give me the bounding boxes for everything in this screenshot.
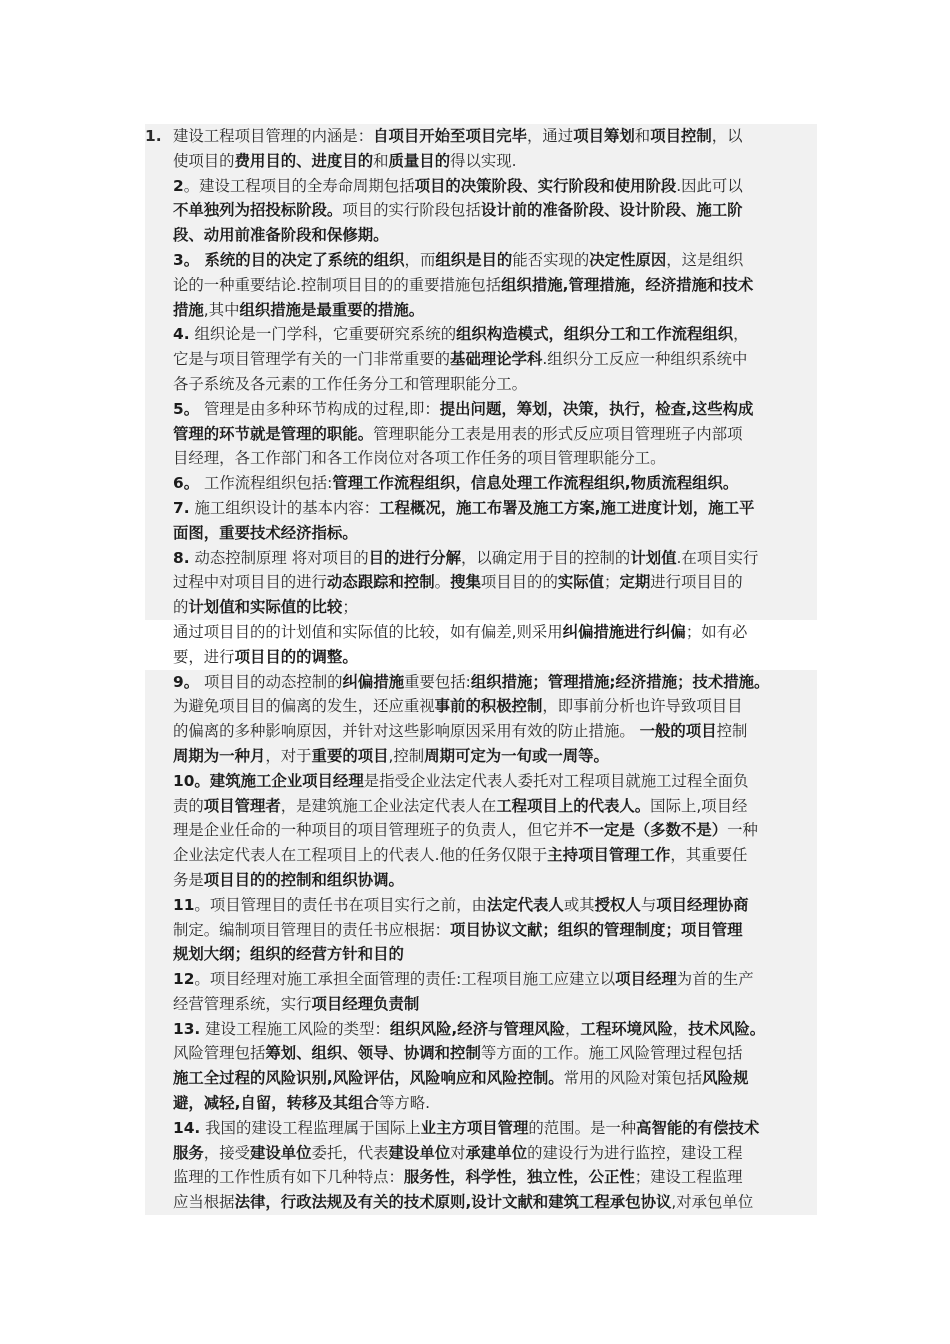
- bold-text: 项目管理者: [203, 796, 281, 815]
- bold-text: 设计前的准备阶段、设计阶段、施工阶: [480, 201, 743, 220]
- bold-text: 风险规: [702, 1069, 749, 1088]
- paragraph-item: [145, 1017, 817, 1116]
- paragraph-item: [145, 471, 817, 496]
- bold-text: 动态跟踪和控制: [326, 573, 435, 592]
- bold-text: 不一定是（多数不是）: [573, 821, 728, 840]
- text-line: [145, 322, 817, 347]
- text-line: [145, 1017, 817, 1042]
- text-line: [145, 422, 817, 447]
- text-line: [145, 570, 817, 595]
- bold-text: 周期可定为一旬或一周等。: [424, 746, 609, 765]
- text-line: [145, 1041, 817, 1066]
- bold-text: 4.: [173, 325, 190, 344]
- text-line: [145, 769, 817, 794]
- bold-text: 规划大纲；组织的经营方针和目的: [173, 945, 404, 964]
- text-run: 制定。编制项目管理目的责任书应根据：: [173, 920, 451, 939]
- text-run: 组织论是一门学科，它重要研究系统的: [189, 325, 457, 344]
- bold-text: 5。: [173, 399, 200, 418]
- text-run: ，即事前分析也许导致项目目: [542, 697, 743, 716]
- bold-text: 高智能的有偿技术: [636, 1118, 760, 1137]
- text-run: 企业法定代表人在工程项目上的代表人.他的任务仅限于: [173, 846, 548, 865]
- bold-text: 11: [173, 895, 195, 914]
- text-run: 国际上,项目经: [650, 796, 748, 815]
- bold-text: 建设单位: [388, 1143, 451, 1162]
- text-line: [145, 546, 817, 571]
- text-line: [145, 744, 817, 769]
- text-line: [145, 595, 817, 620]
- paragraph-item: [145, 322, 817, 396]
- text-run: ，以确定用于目的控制的: [461, 548, 631, 567]
- bold-text: 承建单位: [465, 1143, 528, 1162]
- text-run: 和: [373, 151, 389, 170]
- paragraph-item: [145, 893, 817, 967]
- bold-text: 组织是目的: [435, 250, 513, 269]
- paragraph-item: [145, 769, 817, 893]
- bold-text: 3。 系统的目的决定了系统的组织: [173, 250, 405, 269]
- bold-text: 2: [173, 176, 184, 195]
- text-run: .在项目实行: [676, 548, 759, 567]
- text-line: [145, 918, 817, 943]
- text-run: 项目目的的: [480, 573, 558, 592]
- paragraph-item: [145, 546, 817, 620]
- text-line: [145, 794, 817, 819]
- text-run: ,控制: [388, 746, 425, 765]
- bold-text: 法律，行政法规及有关的技术原则,设计文献和建筑工程承包协议: [234, 1193, 672, 1212]
- bold-text: 服务: [173, 1143, 204, 1162]
- text-line: [145, 893, 817, 918]
- text-run: 常用的风险对策包括: [563, 1069, 703, 1088]
- text-line: [145, 198, 817, 223]
- text-run: 与: [640, 895, 657, 914]
- text-run: 的范围。是一种: [528, 1118, 637, 1137]
- bold-text: 项目协议文献；组织的管理制度；项目管理: [450, 920, 743, 939]
- bold-text: 14.: [173, 1118, 201, 1137]
- text-run: ；: [604, 573, 620, 592]
- text-line: [145, 273, 817, 298]
- text-run: ，是建筑施工企业法定代表人在: [280, 796, 497, 815]
- bold-text: 组织措施,管理措施，经济措施和技术: [501, 275, 754, 294]
- text-run: 重要包括:: [404, 672, 471, 691]
- bold-text: 项目目的的控制和组织协调。: [203, 870, 404, 889]
- bold-text: 项目的决策阶段、实行阶段和使用阶段: [414, 176, 677, 195]
- text-run: .因此可以: [676, 176, 743, 195]
- text-run: ，这是组织: [666, 250, 744, 269]
- paragraph-item: [145, 248, 817, 322]
- text-run: 得以实现.: [450, 151, 517, 170]
- bold-text: 主持项目管理工作: [547, 846, 671, 865]
- text-run: 监理的工作性质有如下几种特点：: [173, 1168, 404, 1187]
- bold-text: 提出问题，筹划，决策，执行，检查,这些构成: [439, 399, 754, 418]
- text-line: [145, 347, 817, 372]
- bold-text: 项目目的的调整。: [234, 647, 358, 666]
- paragraph-item: [145, 967, 817, 1017]
- text-run: 目经理，各工作部门和各工作岗位对各项工作任务的项目管理职能分工。: [173, 449, 666, 468]
- bold-text: 项目经理协商: [656, 895, 749, 914]
- bold-text: 纠偏措施进行纠偏: [562, 622, 686, 641]
- text-run: 委托，代表: [311, 1143, 389, 1162]
- bold-text: 工程环境风险: [580, 1019, 673, 1038]
- text-run: 它是与项目管理学有关的一门非常重要的: [173, 350, 451, 369]
- text-run: ，对于: [265, 746, 312, 765]
- text-run: 要，进行: [173, 647, 235, 666]
- bold-text: 项目控制: [650, 127, 712, 145]
- text-run: ，通过: [527, 127, 574, 145]
- bold-text: 法定代表人: [486, 895, 564, 914]
- text-line: [145, 1141, 817, 1166]
- bold-text: 基础理论学科: [450, 350, 543, 369]
- text-line: [145, 694, 817, 719]
- text-run: 一种: [727, 821, 758, 840]
- bold-text: 服务性，科学性，独立性，公正性: [403, 1168, 635, 1187]
- bold-text: 计划值和实际值的比较: [188, 598, 343, 617]
- text-line: [145, 446, 817, 471]
- paragraph-item: [145, 1116, 817, 1215]
- bold-text: 组织措施；管理措施;经济措施；技术措施。: [470, 672, 770, 691]
- bold-text: 13.: [173, 1019, 201, 1038]
- text-line: [145, 1165, 817, 1190]
- list-number: 1.: [145, 127, 162, 145]
- text-line: [145, 843, 817, 868]
- bold-text: 管理的环节就是管理的职能。: [173, 424, 374, 443]
- text-line: [145, 719, 817, 744]
- text-run: ，以: [711, 127, 743, 145]
- bold-text: 组织构造模式，组织分工和工作流程组织: [456, 325, 734, 344]
- bold-text: 组织措施是最重要的措施。: [239, 300, 425, 319]
- text-run: 各子系统及各元素的工作任务分工和管理职能分工。: [173, 374, 527, 393]
- text-run: ，: [733, 325, 749, 344]
- paragraph-item: [145, 174, 817, 248]
- text-line: [145, 248, 817, 273]
- bold-text: 目的进行分解: [368, 548, 462, 567]
- text-run: 。项目经理对施工承担全面管理的责任:工程项目施工应建立以: [194, 970, 616, 989]
- bold-text: 建设单位: [249, 1143, 312, 1162]
- text-run: 务是: [173, 870, 204, 889]
- bold-text: 授权人: [594, 895, 641, 914]
- text-run: 或其: [563, 895, 595, 914]
- text-line: [145, 149, 817, 174]
- text-run: ；如有必: [685, 622, 748, 641]
- text-run: 等方略.: [378, 1094, 431, 1113]
- text-run: ，: [672, 1019, 689, 1038]
- paragraph-item: [145, 670, 817, 769]
- bold-text: 8.: [173, 548, 190, 567]
- text-line: [145, 1066, 817, 1091]
- paragraph-item: [145, 124, 817, 174]
- bold-text: 定期: [619, 573, 651, 592]
- text-line: [145, 471, 817, 496]
- text-run: 管理职能分工表是用表的形式反应项目管理班子内部项: [373, 424, 743, 443]
- bold-text: 工程概况，施工布署及施工方案,施工进度计划，施工平: [379, 498, 755, 517]
- text-run: 经营管理系统，实行: [173, 994, 312, 1013]
- text-run: 为首的生产: [676, 970, 754, 989]
- text-run: ；: [342, 598, 358, 617]
- paragraph-item: [145, 397, 817, 471]
- text-run: 。建设工程项目的全寿命周期包括: [183, 176, 415, 195]
- bold-text: 项目经理负责制: [311, 994, 420, 1013]
- bold-text: 重要的项目: [311, 746, 389, 765]
- text-line: [145, 521, 817, 546]
- text-run: 过程中对项目目的进行: [173, 573, 327, 592]
- text-run: 的: [173, 598, 189, 617]
- text-line: [145, 372, 817, 397]
- text-line: [145, 967, 817, 992]
- text-run: 工作流程组织包括:: [199, 474, 333, 493]
- text-line: [145, 670, 817, 695]
- text-line: [145, 942, 817, 967]
- text-run: 。项目管理目的责任书在项目实行之前，由: [194, 895, 487, 914]
- bold-text: 不单独列为招投标阶段。: [173, 201, 343, 220]
- text-line: [145, 818, 817, 843]
- text-line: [145, 124, 817, 149]
- text-run: .组织分工反应一种组织系统中: [542, 350, 748, 369]
- text-run: 使项目的: [173, 151, 235, 170]
- bold-text: 7.: [173, 498, 190, 517]
- text-run: 为避免项目目的偏离的发生，还应重视: [173, 697, 435, 716]
- text-run: 论的一种重要结论.控制项目目的的重要措施包括: [173, 275, 502, 294]
- text-run: 责的: [173, 796, 204, 815]
- text-run: ,其中: [203, 300, 240, 319]
- text-run: 和: [634, 127, 651, 145]
- text-line: [145, 223, 817, 248]
- bold-text: 措施: [173, 300, 204, 319]
- text-line: [145, 868, 817, 893]
- bold-text: 技术风险。: [688, 1019, 766, 1038]
- text-run: ，而: [404, 250, 436, 269]
- bold-text: 业主方项目管理: [420, 1118, 529, 1137]
- bold-text: 施工全过程的风险识别,风险评估，风险响应和风险控制。: [173, 1069, 564, 1088]
- bold-text: 计划值: [630, 548, 677, 567]
- text-run: 我国的建设工程监理属于国际上: [200, 1118, 421, 1137]
- text-run: 进行项目目的: [650, 573, 743, 592]
- paragraph-item: [145, 496, 817, 546]
- text-line: [145, 620, 817, 645]
- bold-text: 管理工作流程组织，信息处理工作流程组织,物质流程组织。: [332, 474, 739, 493]
- bold-text: 纠偏措施: [342, 672, 405, 691]
- bold-text: 决定性原因: [589, 250, 667, 269]
- text-run: 的偏离的多种影响原因，并针对这些影响原因采用有效的防止措施。: [173, 722, 640, 741]
- text-run: ，: [565, 1019, 581, 1038]
- text-run: 是指受企业法定代表人委托对工程项目就施工过程全面负: [363, 771, 749, 790]
- bold-text: 组织风险,经济与管理风险: [389, 1019, 566, 1038]
- text-line: [145, 397, 817, 422]
- bold-text: 10。建筑施工企业项目经理: [173, 771, 364, 790]
- bold-text: 事前的积极控制: [434, 697, 543, 716]
- text-run: 对: [450, 1143, 466, 1162]
- text-run: 应当根据: [173, 1193, 235, 1212]
- text-run: 通过项目目的的计划值和实际值的比较，如有偏差,则采用: [173, 622, 563, 641]
- bold-text: 搜集: [450, 573, 481, 592]
- text-line: [145, 1091, 817, 1116]
- bold-text: 实际值: [557, 573, 605, 592]
- bold-text: 自项目开始至项目完毕: [373, 127, 528, 145]
- bold-text: 12: [173, 970, 195, 989]
- text-run: 。: [434, 573, 451, 592]
- text-line: [145, 992, 817, 1017]
- text-run: 能否实现的: [512, 250, 590, 269]
- text-line: [145, 496, 817, 521]
- bold-text: 一般的项目: [639, 722, 717, 741]
- text-run: ；建设工程监理: [634, 1168, 743, 1187]
- text-run: 施工组织设计的基本内容：: [189, 498, 380, 517]
- text-line: [145, 174, 817, 199]
- text-run: ，接受: [203, 1143, 250, 1162]
- bold-text: 9。: [173, 672, 200, 691]
- text-run: 建设工程施工风险的类型：: [200, 1019, 390, 1038]
- bold-text: 工程项目上的代表人。: [496, 796, 651, 815]
- text-line: [145, 298, 817, 323]
- text-run: 风险管理包括: [173, 1044, 266, 1063]
- bold-text: 6。: [173, 474, 200, 493]
- bold-text: 避，减轻,自留，转移及其组合: [173, 1094, 379, 1113]
- text-run: 建设工程项目管理的内涵是：: [173, 127, 374, 145]
- paragraph-item: [145, 620, 817, 670]
- bold-text: 费用目的、进度目的: [234, 151, 374, 170]
- bold-text: 项目经理: [615, 970, 677, 989]
- bold-text: 筹划、组织、领导、协调和控制: [265, 1044, 481, 1063]
- bold-text: 面图，重要技术经济指标。: [173, 523, 358, 542]
- bold-text: 段、动用前准备阶段和保修期。: [173, 226, 389, 245]
- text-run: ，其重要任: [670, 846, 748, 865]
- text-run: 等方面的工作。施工风险管理过程包括: [480, 1044, 743, 1063]
- bold-text: 项目筹划: [573, 127, 635, 145]
- text-run: 项目的实行阶段包括: [342, 201, 481, 220]
- text-run: 项目目的动态控制的: [199, 672, 343, 691]
- text-line: [145, 645, 817, 670]
- text-line: [145, 1116, 817, 1141]
- text-line: [145, 1190, 817, 1215]
- text-run: 管理是由多种环节构成的过程,即：: [199, 399, 440, 418]
- text-run: 理是企业任命的一种项目的项目管理班子的负责人，但它并: [173, 821, 574, 840]
- document-body: [145, 124, 817, 1215]
- text-run: 动态控制原理 将对项目的: [189, 548, 369, 567]
- text-run: ,对承包单位: [671, 1193, 754, 1212]
- bold-text: 质量目的: [388, 151, 451, 170]
- bold-text: 周期为一种月: [173, 746, 266, 765]
- text-run: 的建设行为进行监控，建设工程: [527, 1143, 743, 1162]
- text-run: 控制: [716, 722, 748, 741]
